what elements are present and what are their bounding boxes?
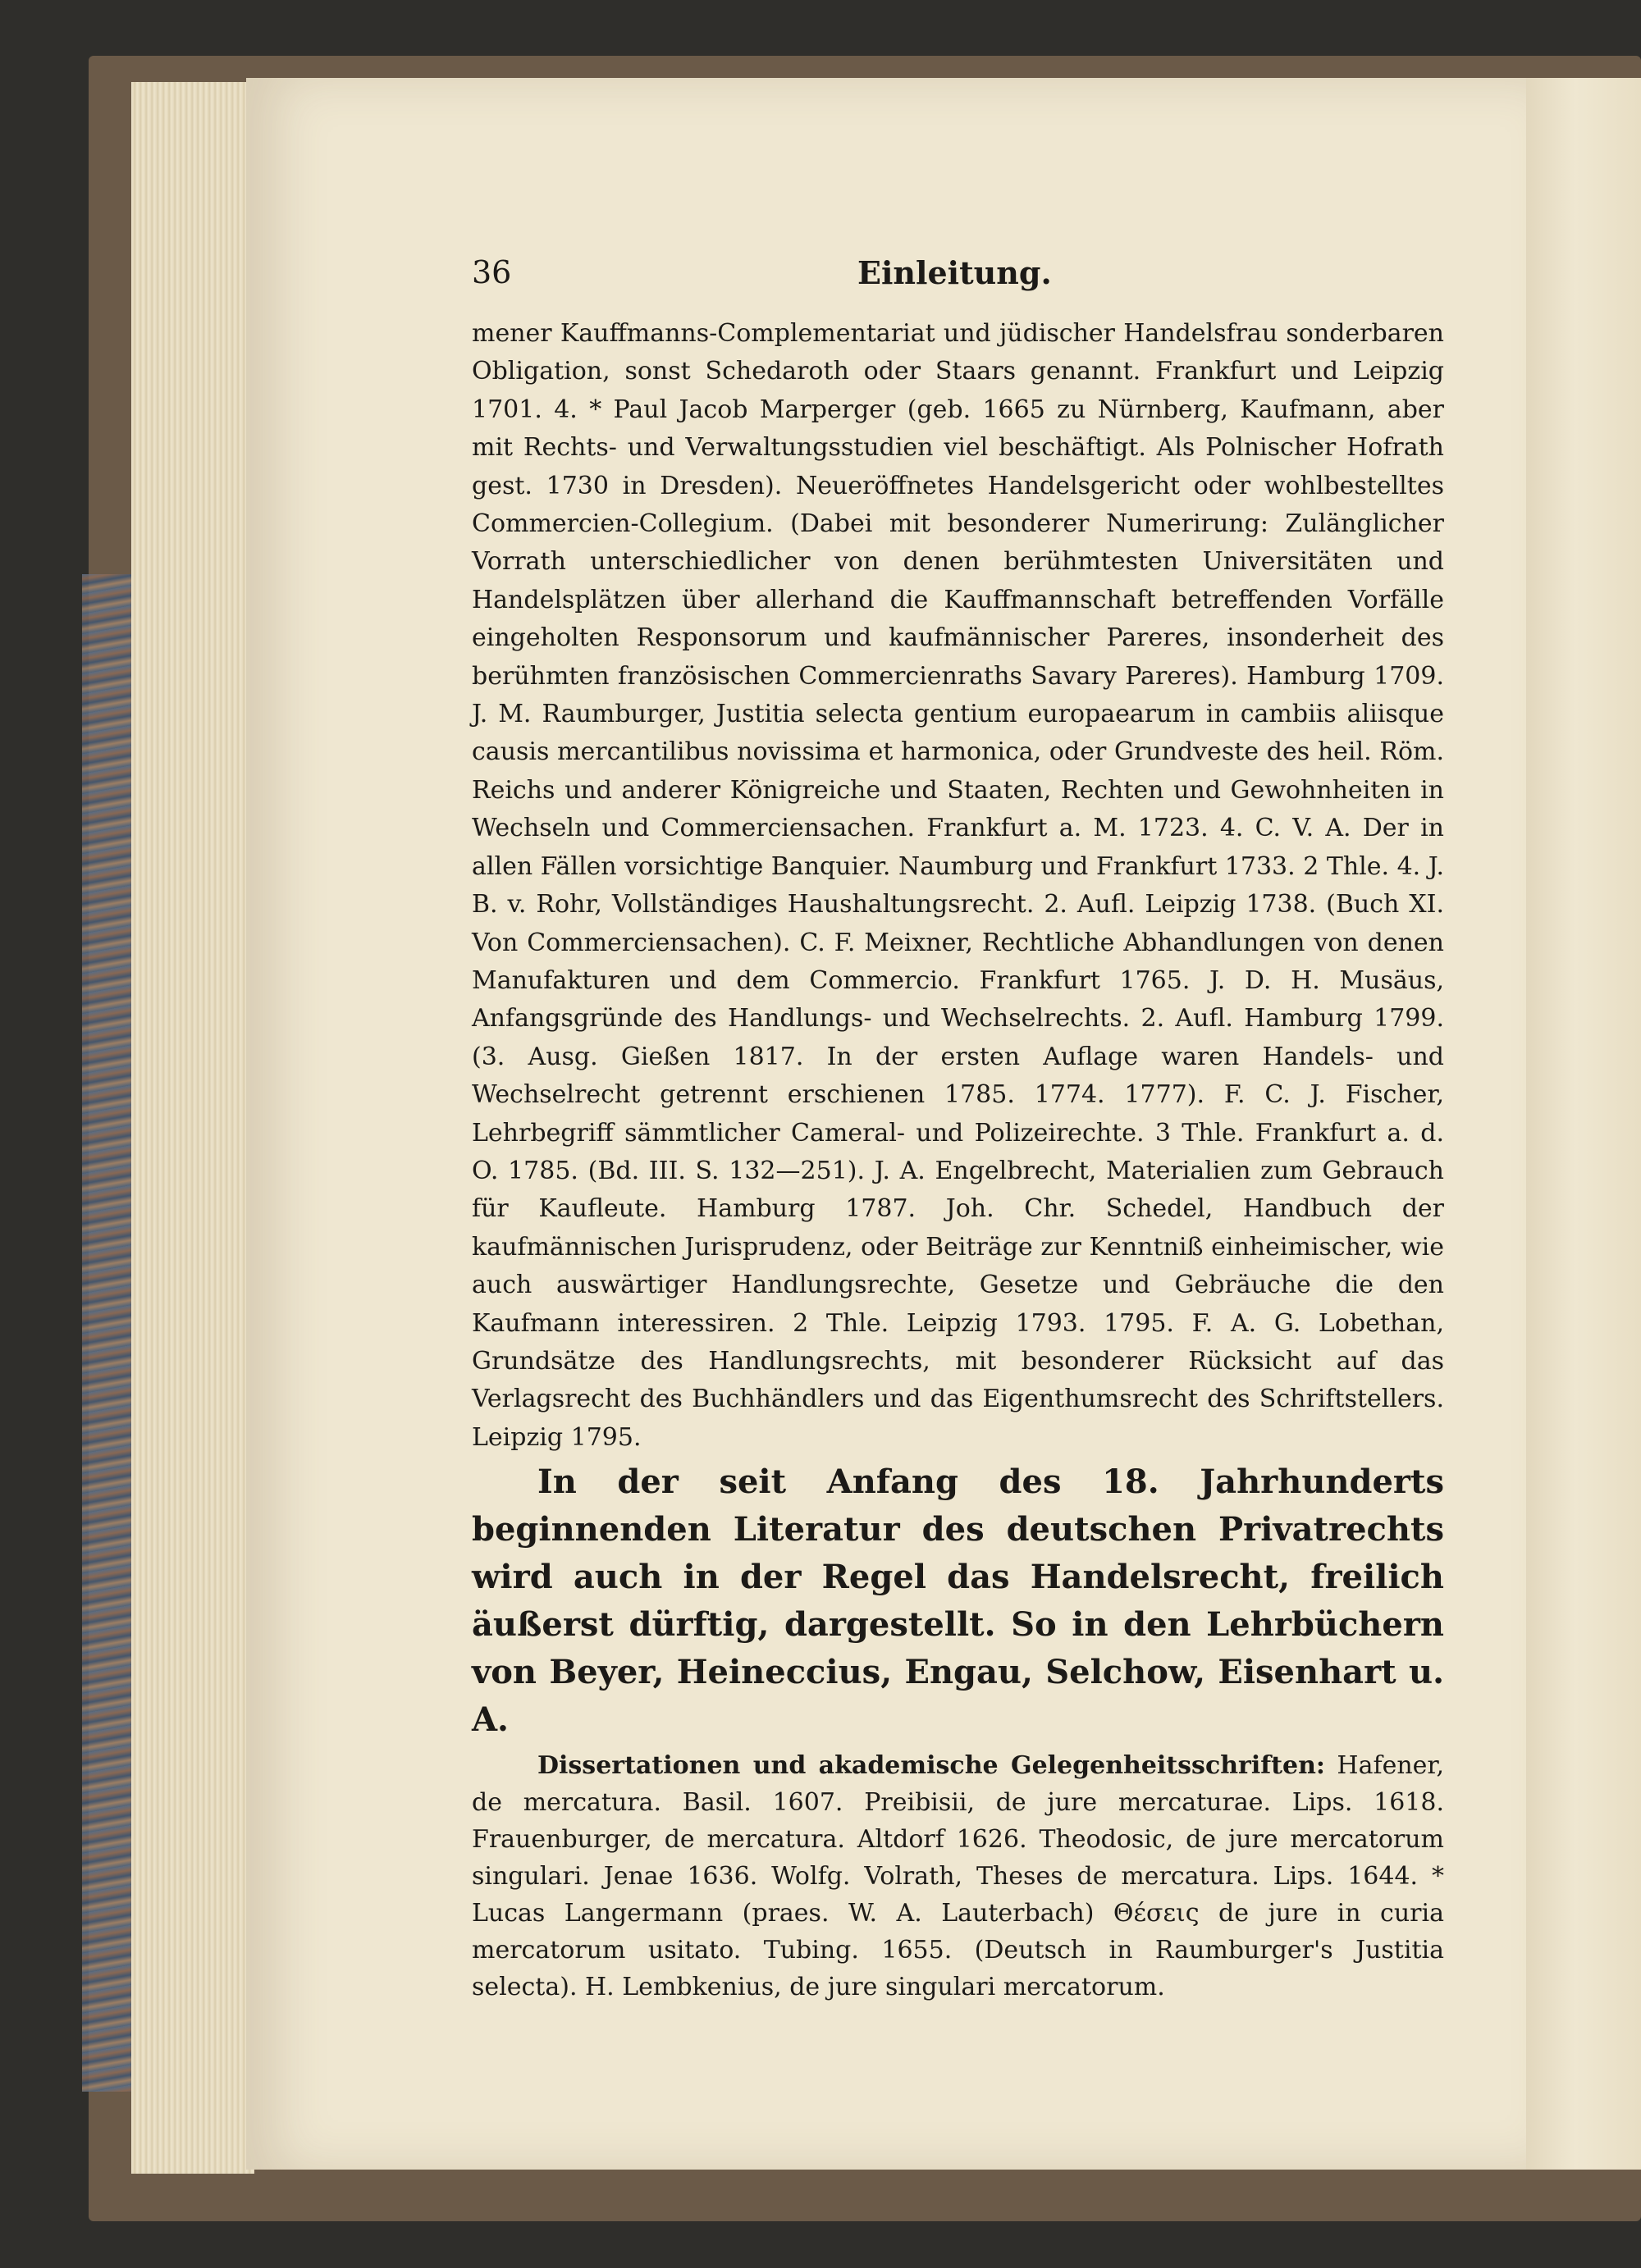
dissertations-text: Hafener, de mercatura. Basil. 1607. Preibisii, de jure mercaturae. Lips. 1618. Frauenburger, de mercatura. Altdorf 1626. Theodosic, de jure mercatorum singulari. Jenae 1636. Wolfg. Volrath, Theses de mercatura. Lips. 1644. * Lucas Langermann (praes. W. A. Lauterbach) Θέσεις de jure in curia mercatorum usitato. Tubing. 1655. (Deutsch in Raumburger's Justitia selecta). H. Lembkenius, de jure singulari mercatorum. (472, 1751, 1444, 2002)
page-header (472, 254, 1444, 290)
page-gutter (1526, 78, 1641, 2170)
dissertations-paragraph (472, 1747, 1444, 2006)
marbled-edge (82, 574, 131, 2092)
page-text-block (472, 254, 1444, 2006)
bibliography-text: mener Kauffmanns-Complementariat und jüdischer Handelsfrau sonderbaren Obligation, sonst Schedaroth oder Staars genannt. Frankfurt und Leipzig 1701. 4. * Paul Jacob Marperger (geb. 1665 zu Nürnberg, Kaufmann, aber mit Rechts- und Verwaltungsstudien viel beschäftigt. Als Polnischer Hofrath gest. 1730 in Dresden). Neueröffnetes Handelsgericht oder wohlbestelltes Commercien-Collegium. (Dabei mit besonderer Numerirung: Zulänglicher Vorrath unterschiedlicher von denen berühmtesten Universitäten und Handelsplätzen über allerhand die Kauffmannschaft betreffenden Vorfälle eingeholten Responsorum und kaufmännischer Pareres, insonderheit des berühmten französischen Commercienraths Savary Pareres). Hamburg 1709. J. M. Raumburger, Justitia selecta gentium europaearum in cambiis aliisque causis mercantilibus novissima et harmonica, oder Grundveste des heil. Röm. Reichs und anderer Königreiche und Staaten, Rechten und Gewohnheiten in Wechseln und Commerciensachen. Frankfurt a. M. 1723. 4. C. V. A. Der in allen Fällen vorsichtige Banquier. Naumburg und Frankfurt 1733. 2 Thle. 4. J. B. v. Rohr, Vollständiges Haushaltungsrecht. 2. Aufl. Leipzig 1738. (Buch XI. Von Commerciensachen). C. F. Meixner, Rechtliche Abhandlungen von denen Manufakturen und dem Commercio. Frankfurt 1765. J. D. H. Musäus, Anfangsgründe des Handlungs- und Wechselrechts. 2. Aufl. Hamburg 1799. (3. Ausg. Gießen 1817. In der ersten Auflage waren Handels- und Wechselrecht getrennt erschienen 1785. 1774. 1777). F. C. J. Fischer, Lehrbegriff sämmtlicher Cameral- und Polizeirechte. 3 Thle. Frankfurt a. d. O. 1785. (Bd. III. S. 132—251). J. A. Engelbrecht, Materialien zum Gebrauch für Kaufleute. Hamburg 1787. Joh. Chr. Schedel, Handbuch der kaufmännischen Jurisprudenz, oder Beiträge zur Kenntniß einheimischer, wie auch auswärtiger Handlungsrechte, Gesetze und Gebräuche die den Kaufmann interessiren. 2 Thle. Leipzig 1793. 1795. F. A. G. Lobethan, Grundsätze des Handlungsrechts, mit besonderer Rücksicht auf das Verlagsrecht des Buchhändlers und das Eigenthumsrecht des Schriftstellers. Leipzig 1795. (472, 319, 1444, 1452)
page-number: 36 (472, 254, 512, 290)
running-title: Einleitung. (857, 254, 1052, 291)
page-edges (131, 82, 254, 2174)
bibliography-paragraph (472, 315, 1444, 1457)
main-paragraph: In der seit Anfang des 18. Jahrhunderts beginnenden Literatur des deutschen Privatrechts wird auch in der Regel das Handelsrecht, freilich äußerst dürftig, dargestellt. So in den Lehrbüchern von Beyer, Heineccius, Engau, Selchow, Eisenhart u. A. (472, 1463, 1444, 1740)
dissertations-heading: Dissertationen und akademische Gelegenheitsschriften: (537, 1751, 1325, 1781)
